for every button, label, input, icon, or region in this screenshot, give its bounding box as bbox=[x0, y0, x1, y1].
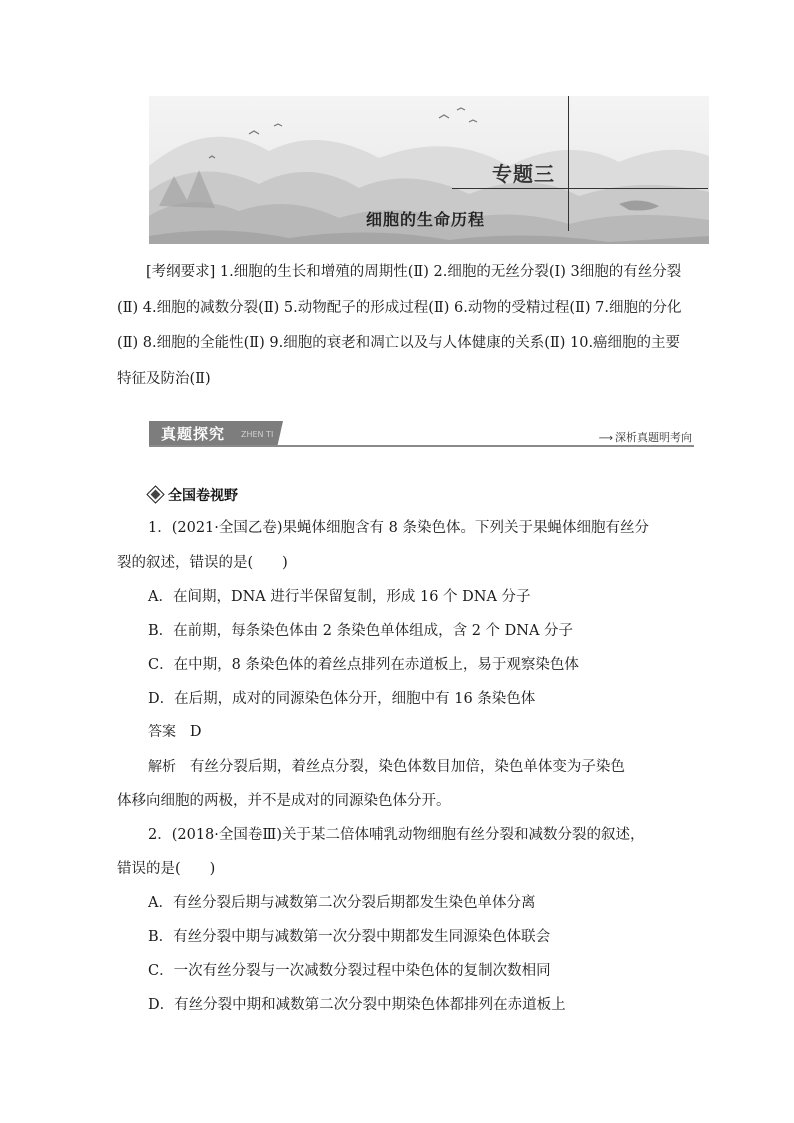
q2-option-c: C．一次有丝分裂与一次减数分裂过程中染色体的复制次数相同 bbox=[148, 963, 551, 979]
section-title: 真题探究 bbox=[161, 425, 226, 443]
q1-answer bbox=[148, 721, 201, 741]
section-right-text: 深析真题明考向 bbox=[615, 431, 692, 444]
q1-option-c: C．在中期，8 条染色体的着丝点排列在赤道板上，易于观察染色体 bbox=[148, 657, 579, 673]
section-header bbox=[149, 421, 694, 451]
section-right-caption bbox=[599, 429, 692, 445]
q1-analysis-line2: 体移向细胞的两极，并不是成对的同源染色体分开。 bbox=[117, 793, 451, 809]
topic-title: 细胞的生命历程 bbox=[366, 210, 486, 229]
answer-label: 答案 bbox=[148, 724, 176, 740]
section-title-pinyin: ZHEN TI bbox=[241, 430, 274, 439]
q1-analysis-line1 bbox=[148, 755, 625, 776]
q2-stem-line2: 错误的是( ) bbox=[117, 861, 216, 877]
q1-option-b: B．在前期，每条染色体由 2 条染色单体组成，含 2 个 DNA 分子 bbox=[148, 623, 574, 639]
requirements-text: [考纲要求] 1.细胞的生长和增殖的周期性(Ⅱ) 2.细胞的无丝分裂(Ⅰ) 3细胞的有丝分裂(Ⅱ) 4.细胞的减数分裂(Ⅱ) 5.动物配子的形成过程(Ⅱ) 6.动物的受精过程(Ⅱ) 7.细胞的分化(Ⅱ) 8.细胞的全能性(Ⅱ) 9.细胞的衰老和凋亡以及与人体健康的关系(Ⅱ) 10.癌细胞的主要特征及防治(Ⅱ) bbox=[117, 264, 682, 387]
section-underline bbox=[149, 445, 694, 447]
banner-vertical-rule bbox=[568, 96, 569, 231]
pointer-arrow-icon: ⟶ bbox=[598, 433, 613, 444]
analysis-text-1: 有丝分裂后期，着丝点分裂，染色体数目加倍，染色单体变为子染色 bbox=[189, 759, 625, 775]
exam-requirements bbox=[117, 255, 683, 397]
analysis-label: 解析 bbox=[148, 759, 176, 775]
q1-option-d: D．在后期，成对的同源染色体分开，细胞中有 16 条染色体 bbox=[148, 691, 536, 707]
q1-stem-line2: 裂的叙述，错误的是( ) bbox=[117, 555, 288, 571]
answer-value: D bbox=[189, 724, 202, 740]
q2-option-d: D．有丝分裂中期和减数第二次分裂中期染色体都排列在赤道板上 bbox=[148, 997, 566, 1013]
q2-option-a: A．有丝分裂后期与减数第二次分裂后期都发生染色单体分离 bbox=[148, 895, 536, 911]
q2-stem-line1: 2．(2018·全国卷Ⅲ)关于某二倍体哺乳动物细胞有丝分裂和减数分裂的叙述， bbox=[148, 827, 645, 843]
subsection-title: 全国卷视野 bbox=[168, 488, 238, 504]
diamond-bullet-icon bbox=[146, 485, 164, 503]
q1-option-a: A．在间期，DNA 进行半保留复制，形成 16 个 DNA 分子 bbox=[148, 589, 531, 605]
subsection-heading bbox=[149, 485, 238, 505]
topic-number: 专题三 bbox=[492, 162, 555, 186]
q1-stem-line1: 1．(2021·全国乙卷)果蝇体细胞含有 8 条染色体。下列关于果蝇体细胞有丝分 bbox=[148, 520, 649, 536]
banner-horizontal-rule bbox=[452, 188, 708, 189]
q2-option-b: B．有丝分裂中期与减数第一次分裂中期都发生同源染色体联会 bbox=[148, 929, 551, 945]
